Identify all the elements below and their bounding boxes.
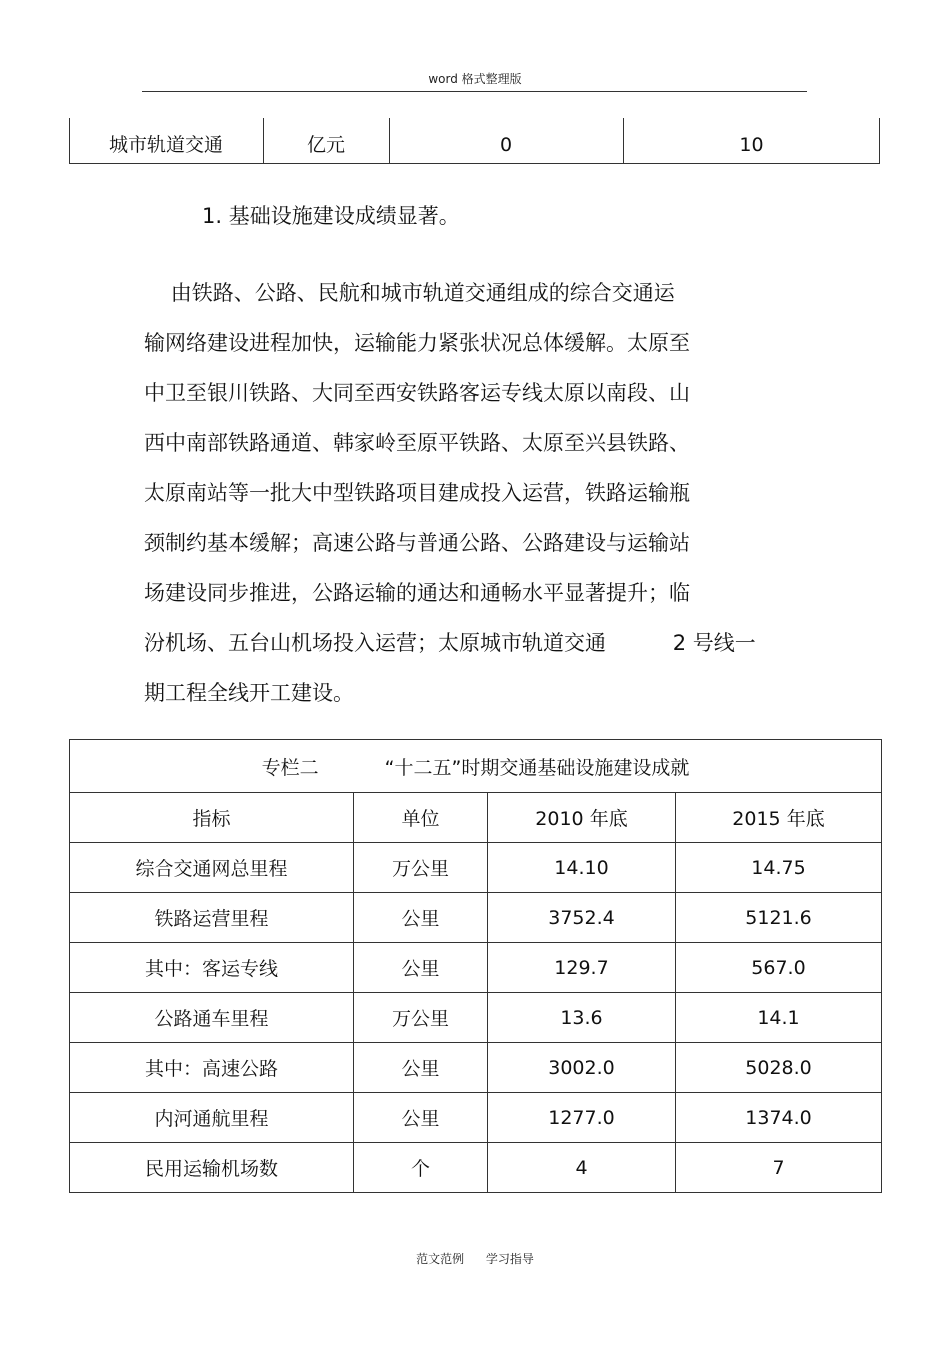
table-cell: 其中：客运专线: [70, 943, 354, 993]
paragraph-line: 由铁路、公路、民航和城市轨道交通组成的综合交通运: [144, 281, 675, 305]
table-cell: 4: [488, 1143, 676, 1193]
table-border: [879, 118, 880, 163]
page-footer: [0, 1250, 950, 1267]
table-cell: 公里: [354, 1043, 488, 1093]
table-cell: 7: [676, 1143, 882, 1193]
table-cell: 公路通车里程: [70, 993, 354, 1043]
column-header: 2015 年底: [676, 793, 882, 843]
table-cell: 综合交通网总里程: [70, 843, 354, 893]
paragraph-line: 场建设同步推进，公路运输的通达和通畅水平显著提升；临: [144, 581, 690, 605]
table-cell: 14.10: [488, 843, 676, 893]
footer-left: 范文范例: [416, 1252, 465, 1266]
table-cell: 1374.0: [676, 1093, 882, 1143]
paragraph-line: 期工程全线开工建设。: [144, 681, 354, 705]
caption-title: “十二五”时期交通基础设施建设成就: [384, 756, 690, 779]
paragraph-line: 太原南站等一批大中型铁路项目建成投入运营，铁路运输瓶: [144, 481, 690, 505]
column-header: 单位: [354, 793, 488, 843]
table-cell: 14.75: [676, 843, 882, 893]
table-cell: 公里: [354, 1093, 488, 1143]
table-row: [70, 893, 882, 943]
table-cell: 城市轨道交通: [108, 134, 223, 156]
table-cell: 万公里: [354, 993, 488, 1043]
table-row: [70, 1043, 882, 1093]
table-cell: 14.1: [676, 993, 882, 1043]
table-cell: 铁路运营里程: [70, 893, 354, 943]
table-cell: 万公里: [354, 843, 488, 893]
table-caption: [70, 740, 882, 793]
table-cell: 3752.4: [488, 893, 676, 943]
table-cell: 567.0: [676, 943, 882, 993]
column-header: 指标: [70, 793, 354, 843]
column-header: 2010 年底: [488, 793, 676, 843]
page-header: word 格式整理版: [428, 72, 522, 86]
table-cell: 其中：高速公路: [70, 1043, 354, 1093]
table-row: [70, 1093, 882, 1143]
table-cell: 公里: [354, 943, 488, 993]
table-caption-row: [70, 740, 882, 793]
section-heading: 1. 基础设施建设成绩显著。: [202, 204, 460, 228]
body-paragraph: [144, 268, 804, 718]
table-cell: 13.6: [488, 993, 676, 1043]
table-cell: 5121.6: [676, 893, 882, 943]
paragraph-line: 颈制约基本缓解；高速公路与普通公路、公路建设与运输站: [144, 531, 690, 555]
paragraph-line: 汾机场、五台山机场投入运营；太原城市轨道交通 2 号线一: [144, 631, 756, 655]
table-row: [70, 843, 882, 893]
paragraph-line: 西中南部铁路通道、韩家岭至原平铁路、太原至兴县铁路、: [144, 431, 690, 455]
table-cell: 0: [499, 134, 513, 156]
table-cell: 个: [354, 1143, 488, 1193]
caption-prefix: 专栏二: [261, 756, 319, 779]
table-cell: 3002.0: [488, 1043, 676, 1093]
table-row: [70, 943, 882, 993]
footer-right: 学习指导: [485, 1252, 534, 1266]
table-cell: 10: [739, 134, 764, 156]
table-cell: 5028.0: [676, 1043, 882, 1093]
table-header-row: [70, 793, 882, 843]
table-cell: 民用运输机场数: [70, 1143, 354, 1193]
header-divider: [142, 91, 807, 92]
table-cell: 内河通航里程: [70, 1093, 354, 1143]
achievements-table: [69, 739, 882, 1193]
paragraph-line: 中卫至银川铁路、大同至西安铁路客运专线太原以南段、山: [144, 381, 690, 405]
paragraph-line: 输网络建设进程加快，运输能力紧张状况总体缓解。太原至: [144, 331, 690, 355]
table-cell: 129.7: [488, 943, 676, 993]
table-cell: 亿元: [306, 134, 345, 156]
table-cell: 1277.0: [488, 1093, 676, 1143]
table-cell: 公里: [354, 893, 488, 943]
table-row: [70, 993, 882, 1043]
table-continuation-row: [69, 118, 880, 164]
table-row: [70, 1143, 882, 1193]
